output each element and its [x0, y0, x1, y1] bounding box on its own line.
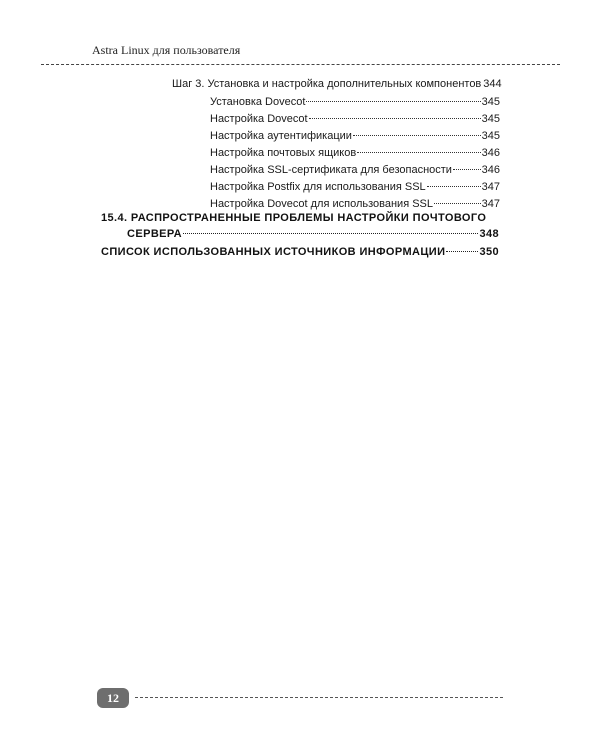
toc-entry-page: 346	[481, 164, 500, 176]
leader-dots	[453, 169, 481, 170]
toc-subentry	[210, 111, 500, 127]
leader-dots	[183, 233, 478, 234]
toc-entry-title: Установка Dovecot	[210, 96, 306, 108]
toc-entry-title: Настройка аутентификации	[210, 130, 352, 142]
footer-divider	[135, 697, 503, 698]
toc-references-page: 350	[479, 246, 499, 258]
toc-section-line	[101, 210, 499, 226]
toc-subentry	[210, 162, 500, 178]
toc-entry-title: Настройка почтовых ящиков	[210, 147, 357, 159]
toc-entry-title: Настройка Postfix для использования SSL	[210, 181, 426, 193]
toc-entry-title: Шаг 3. Установка и настройка дополнительных компонентов	[172, 78, 482, 90]
toc-references-title: СПИСОК ИСПОЛЬЗОВАННЫХ ИСТОЧНИКОВ ИНФОРМАЦИИ	[101, 246, 446, 258]
toc-entry-page: 345	[481, 96, 500, 108]
toc-entry-page: 347	[481, 181, 500, 193]
header-divider	[41, 64, 560, 65]
toc-section-line	[101, 226, 499, 242]
leader-dots	[353, 135, 481, 136]
leader-dots	[309, 118, 481, 119]
toc-entry-page: 346	[481, 147, 500, 159]
page-number-badge: 12	[97, 688, 129, 708]
toc-entry-page: 345	[481, 130, 500, 142]
toc-subentry	[210, 128, 500, 144]
toc-entry-title: Настройка Dovecot для использования SSL	[210, 198, 433, 210]
toc-entry-page: 345	[481, 113, 500, 125]
toc-entry-step3	[172, 76, 500, 92]
toc-section-page: 348	[479, 228, 499, 240]
toc-entry-title: Настройка SSL-сертификата для безопасности	[210, 164, 452, 176]
toc-subentry	[210, 179, 500, 195]
toc-subentry	[210, 94, 500, 110]
toc-subentry	[210, 145, 500, 161]
leader-dots	[446, 251, 478, 252]
leader-dots	[306, 101, 480, 102]
toc-section-title-line1: 15.4. РАСПРОСТРАНЕННЫЕ ПРОБЛЕМЫ НАСТРОЙКИ ПОЧТОВОГО	[101, 212, 487, 224]
toc-section-title-line2: СЕРВЕРА	[127, 228, 183, 240]
running-head-title: Astra Linux для пользователя	[92, 43, 241, 57]
leader-dots	[434, 203, 481, 204]
toc-section-line	[101, 244, 499, 260]
toc-references	[101, 244, 499, 260]
toc-entry-page: 347	[481, 198, 500, 210]
leader-dots	[427, 186, 481, 187]
leader-dots	[357, 152, 480, 153]
toc-section-15-4	[101, 210, 499, 242]
toc-entry-title: Настройка Dovecot	[210, 113, 308, 125]
toc-entry-page: 344	[483, 78, 502, 90]
